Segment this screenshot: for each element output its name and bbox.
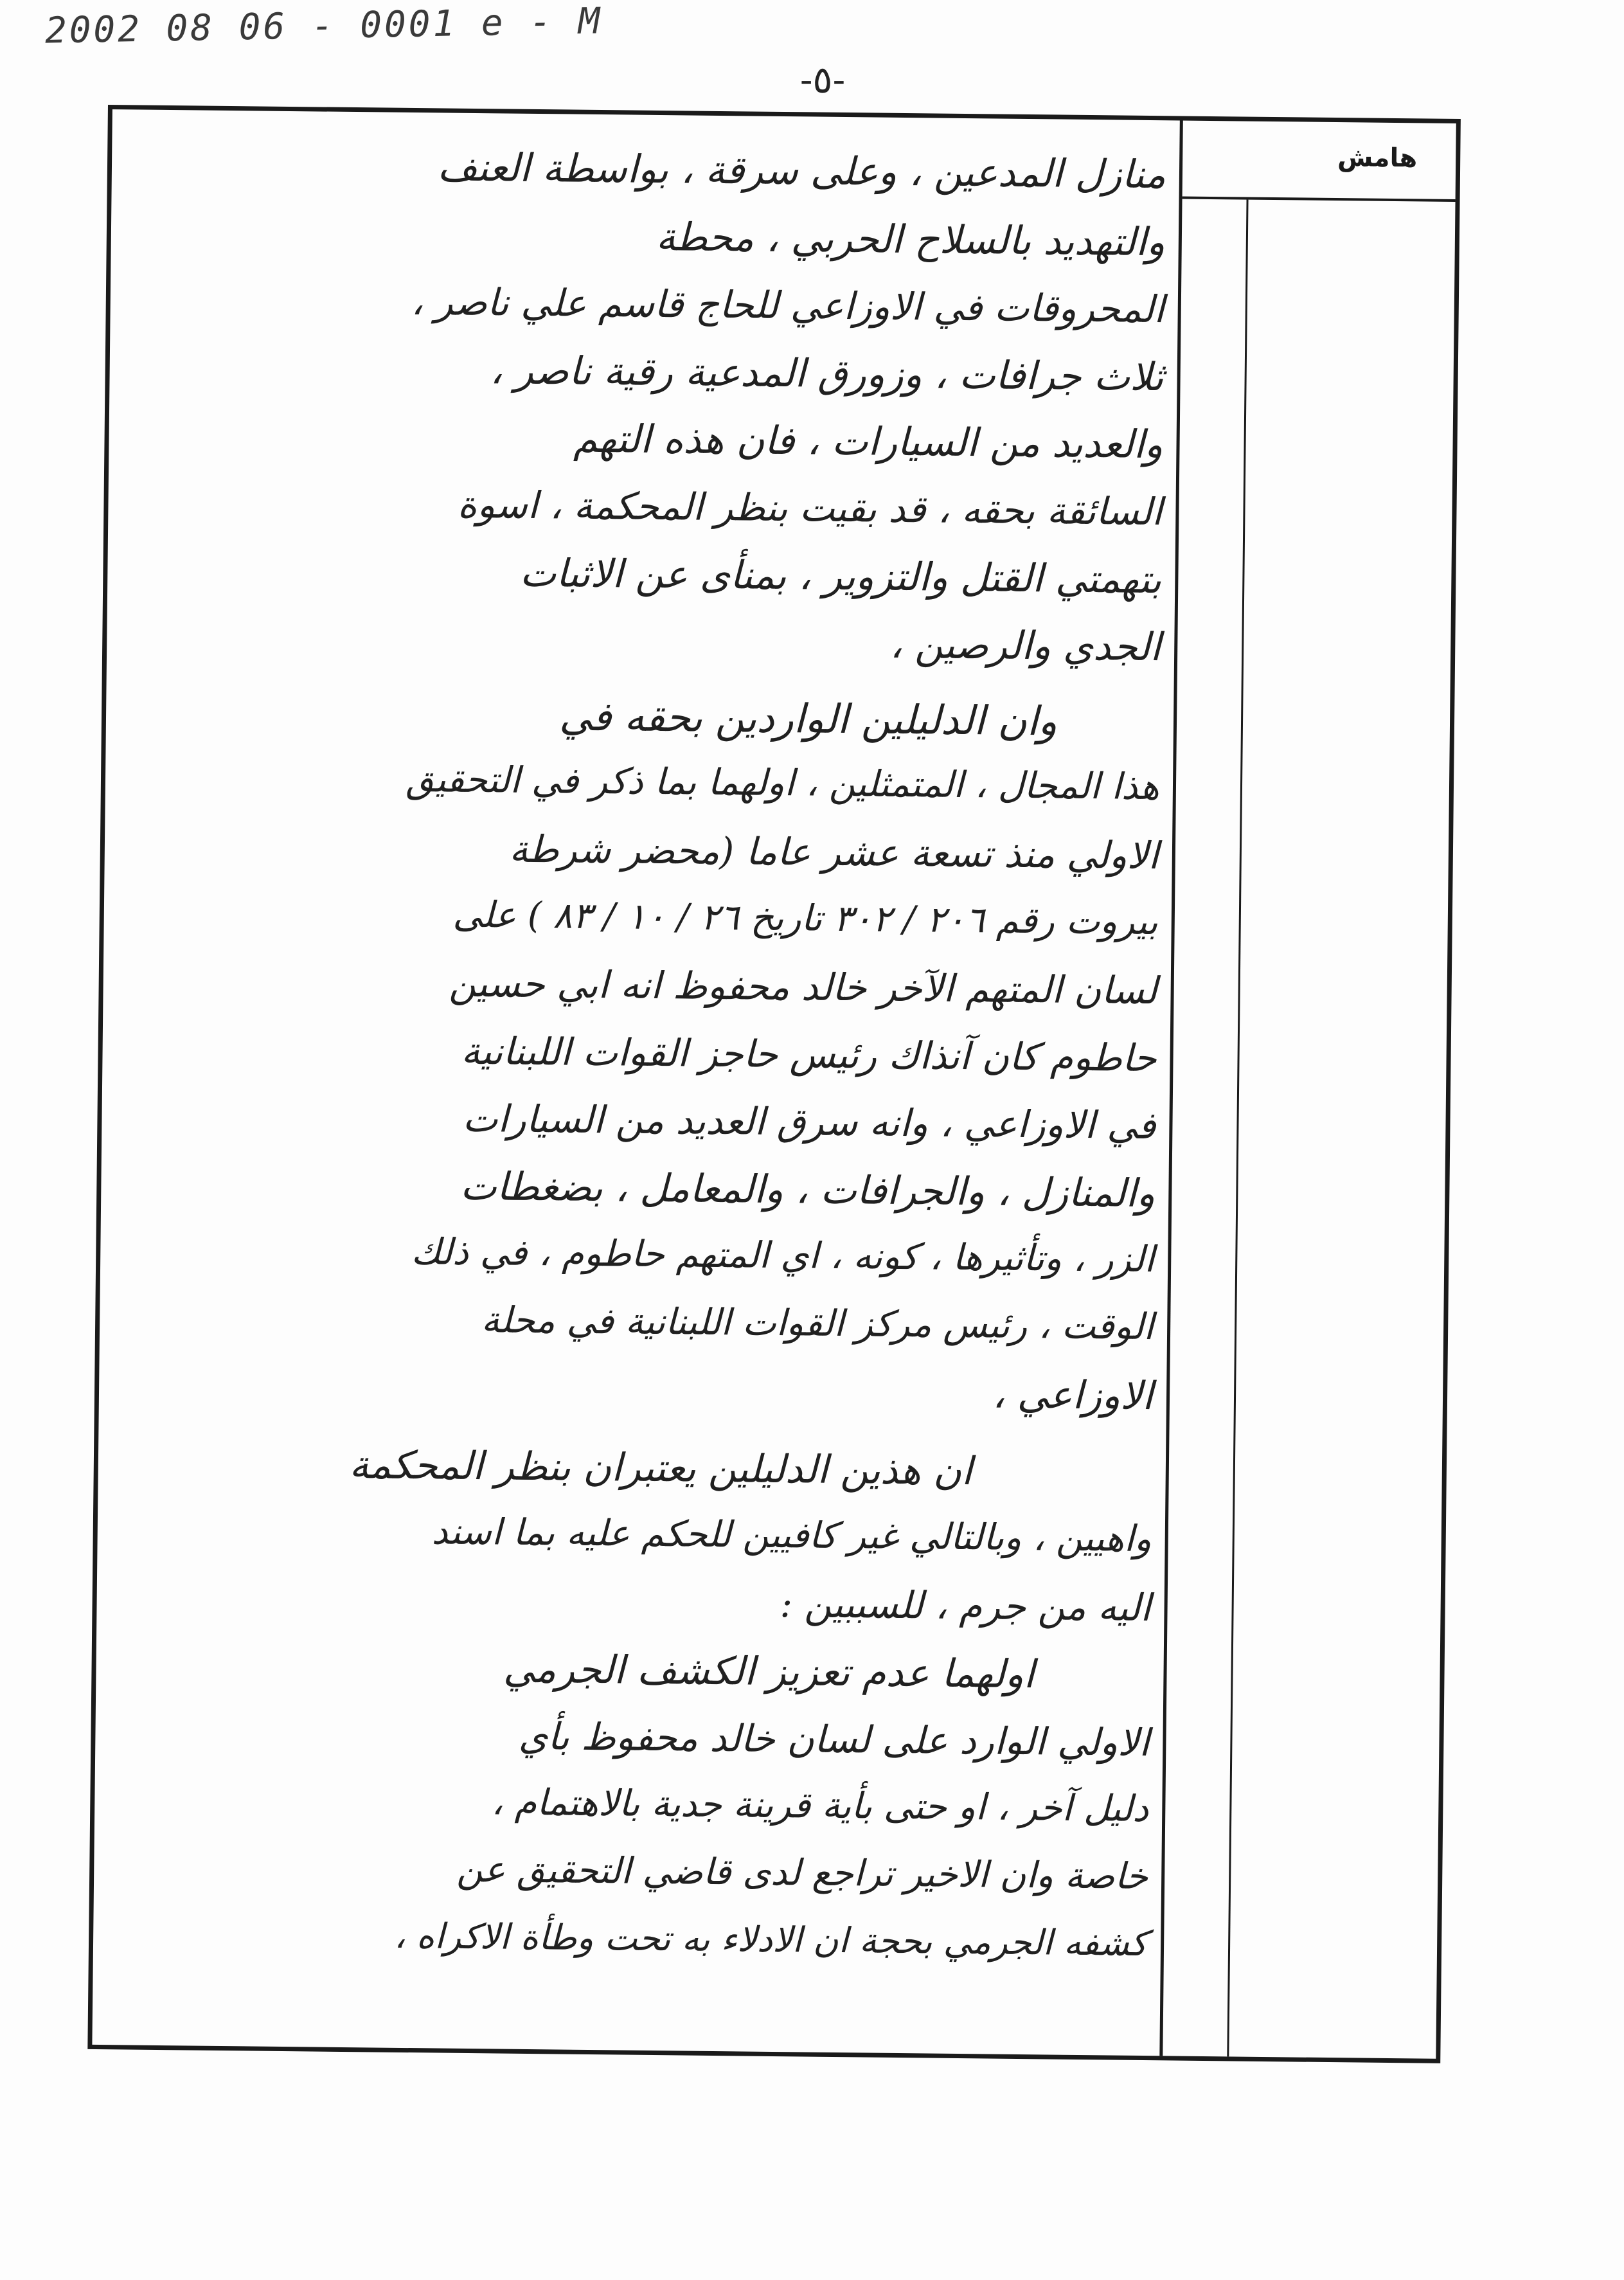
text-line: وان الدليلين الواردين بحقه في (558, 692, 1058, 745)
margin-column (1159, 120, 1456, 2058)
text-line: الاولي منذ تسعة عشر عاما (محضر شرطة (509, 827, 1159, 878)
reference-number: 2002 08 06 - 0001 e - M (44, 0, 603, 52)
text-line: السائقة بحقه ، قد بقيت بنظر المحكمة ، اسوة (457, 482, 1163, 534)
text-line: حاطوم كان آنذاك رئيس حاجز القوات اللبنانية (461, 1028, 1157, 1081)
text-line: الزر ، وتأثيرها ، كونه ، اي المتهم حاطوم ، في ذلك (411, 1231, 1155, 1281)
text-line: في الاوزاعي ، وانه سرق العديد من السيارات (462, 1096, 1156, 1148)
page-frame (87, 105, 1461, 2063)
text-line: هذا المجال ، المتمثلين ، اولهما بما ذكر في التحقيق (406, 758, 1160, 809)
text-line: واهيين ، وبالتالي غير كافيين للحكم عليه بما اسند (431, 1511, 1152, 1561)
text-line: كشفه الجرمي بحجة ان الادلاء به تحت وطأة الاكراه ، (394, 1915, 1148, 1964)
text-line: بيروت رقم ٢٠٦ / ٣٠٢ تاريخ ٢٦ / ١٠ / ٨٣ ) على (452, 893, 1159, 944)
text-line: اليه من جرم ، للسببين : (780, 1582, 1151, 1630)
handwritten-body (118, 129, 1166, 2042)
text-line: والعديد من السيارات ، فان هذه التهم (573, 416, 1163, 468)
text-line: الجدي والرصين ، (889, 622, 1161, 670)
margin-divider (1227, 200, 1248, 2057)
text-line: والتهديد بالسلاح الحربي ، محطة (656, 214, 1166, 265)
text-line: الاوزاعي ، (992, 1372, 1154, 1419)
page-number: -٥- (799, 58, 846, 102)
text-line: الوقت ، رئيس مركز القوات اللبنانية في محلة (481, 1299, 1154, 1349)
text-line: ثلاث جرافات ، وزورق المدعية رقية ناصر ، (490, 348, 1164, 400)
text-line: والمنازل ، والجرافات ، والمعامل ، بضغطات (460, 1163, 1156, 1217)
text-line: منازل المدعين ، وعلى سرقة ، بواسطة العنف (437, 145, 1166, 198)
text-line: بتهمتي القتل والتزوير ، بمنأى عن الاثبات (519, 550, 1162, 603)
text-line: المحروقات في الاوزاعي للحاج قاسم علي ناصر ، (411, 279, 1165, 332)
text-line: لسان المتهم الآخر خالد محفوظ انه ابي حسين (449, 961, 1158, 1013)
text-line: الاولي الوارد على لسان خالد محفوظ بأي (518, 1714, 1150, 1765)
text-line: خاصة وان الاخير تراجع لدى قاضي التحقيق عن (456, 1848, 1148, 1898)
margin-header: هامش (1182, 121, 1456, 202)
text-line: اولهما عدم تعزيز الكشف الجرمي (503, 1646, 1035, 1698)
text-line: دليل آخر ، او حتى بأية قرينة جدية بالاهتمام ، (491, 1781, 1149, 1831)
text-line: ان هذين الدليلين يعتبران بنظر المحكمة (349, 1442, 973, 1495)
